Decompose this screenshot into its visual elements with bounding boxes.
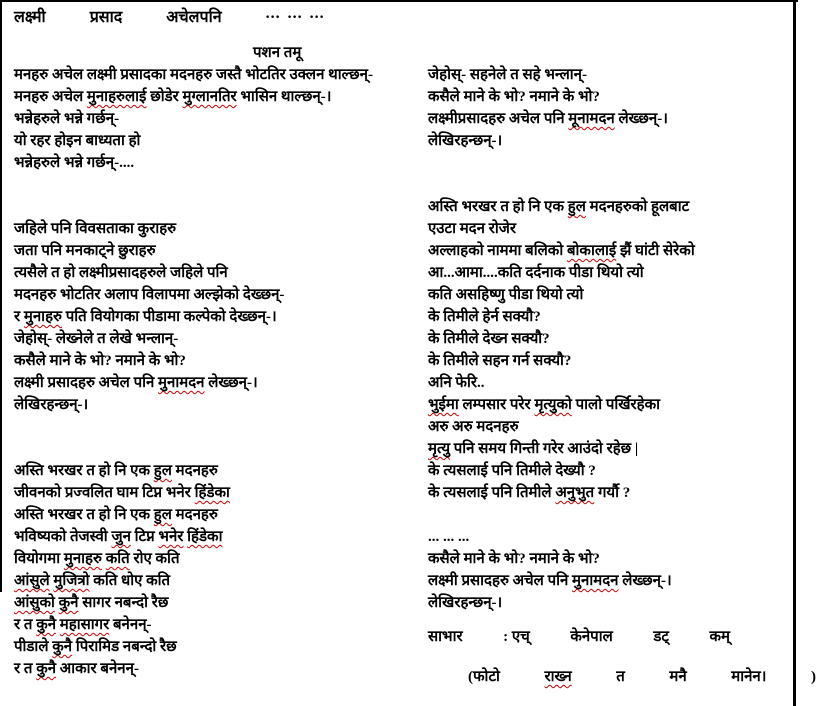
- poem-author: पशन तमू: [253, 45, 302, 61]
- misspelled-word: हुल: [153, 507, 172, 523]
- poem-line: आंसुको कुनै सागर नबन्दो रैछ: [14, 595, 169, 611]
- misspelled-word: मुनामदन: [572, 573, 619, 589]
- poem-column-left: [14, 64, 414, 680]
- misspelled-word: आंसुले: [14, 573, 50, 589]
- note-word: (फोटो: [468, 669, 500, 685]
- title-word: प्रसाद: [89, 9, 123, 26]
- poem-line: अनि फेरि..: [428, 375, 485, 391]
- credit-word: केनेपाल: [570, 629, 613, 645]
- note-word: ): [811, 669, 816, 685]
- credit-word: कम्: [709, 629, 730, 645]
- page-border-right: [793, 0, 796, 706]
- poem-line: कति असहिष्णु पीडा थियो त्यो: [428, 287, 584, 303]
- credit-word: डट्: [653, 629, 669, 645]
- blank-line: [428, 174, 784, 196]
- misspelled-word: कुनै: [36, 661, 57, 677]
- poem-line: अस्ति भरखर त हो नि एक हुल मदनहरु: [14, 507, 218, 523]
- blank-line: [14, 438, 414, 460]
- poem-line: लक्ष्मी प्रसादहरु अचेल पनि मुनामदन लेख्छन्-।: [428, 573, 672, 589]
- title-word: अचेलपनि: [166, 9, 222, 26]
- page-border-left: [0, 0, 2, 592]
- poem-line: भन्नेहरुले भन्ने गर्छन्-: [14, 111, 120, 127]
- poem-line: अरु अरु मदनहरु: [428, 419, 519, 435]
- misspelled-word: हुल: [153, 463, 172, 479]
- poem-line: यो रहर होइन बाध्यता हो: [14, 133, 141, 149]
- poem-line: भविष्यको तेजस्वी जुन टिप्न भनेर हिंडेका: [14, 529, 223, 545]
- misspelled-word: हिंडेका: [194, 485, 230, 501]
- poem-line: जीवनको प्रज्वलित घाम टिप्न भनेर हिंडेका: [14, 485, 230, 501]
- poem-line: अस्ति भरखर त हो नि एक हुल मदनहरु: [14, 463, 218, 479]
- poem-line: के त्यसलाई पनि तिमीले देख्यौ ?: [428, 463, 596, 479]
- note-word: त: [616, 669, 625, 685]
- poem-line: के तिमीले देख्न सक्यौ?: [428, 331, 550, 347]
- poem-line: लेखिरहन्छन्-।: [428, 133, 503, 149]
- misspelled-word: भुईमा: [428, 397, 459, 413]
- misspelled-word: हिंडेका: [187, 529, 223, 545]
- poem-line: कसैले माने के भो? नमाने के भो?: [428, 89, 600, 105]
- note-word: मनै: [669, 669, 687, 685]
- misspelled-word: अनुभुत: [555, 485, 595, 501]
- note-word: मानेन।: [731, 669, 767, 685]
- photo-note-line: [468, 666, 816, 688]
- misspelled-word: भनेर: [158, 529, 184, 545]
- poem-line: के तिमीले हेर्न सक्यौ?: [428, 309, 541, 325]
- blank-line: [14, 174, 414, 196]
- poem-title: [14, 5, 325, 27]
- right-column-lines: [428, 64, 784, 614]
- note-word: राख्न: [544, 669, 572, 685]
- misspelled-word: आंसुको: [14, 595, 55, 611]
- poem-line: वियोगमा मुनाहरु कति रोए कति: [14, 551, 180, 567]
- poem-line: के तिमीले सहन गर्न सक्यौ?: [428, 353, 572, 369]
- blank-line: [14, 416, 414, 438]
- poem-line: कसैले माने के भो? नमाने के भो?: [428, 551, 600, 567]
- poem-line: आंसुले मुजित्रो कति धोए कति: [14, 573, 171, 589]
- poem-line: मदनहरु भोटतिर अलाप विलापमा अल्झेको देख्छन्-: [14, 287, 285, 303]
- misspelled-word: मुनाहरुलाई: [86, 89, 147, 105]
- title-word: लक्ष्मी: [14, 9, 46, 26]
- poem-column-right: [428, 64, 816, 688]
- poem-line: पीडाले कुनै पिरामिड नबन्दो रैछ: [14, 639, 177, 655]
- misspelled-word: मृत्यु: [428, 441, 451, 457]
- misspelled-word: मुनाहरु: [63, 551, 102, 567]
- poem-line: र मुनाहरु पति वियोगका पीडामा कल्पेको देख्छन्-।: [14, 309, 277, 325]
- credit-line: [428, 626, 730, 648]
- misspelled-word: जुन: [111, 529, 131, 545]
- poem-line: र त कुनै महासागर बनेनन्-: [14, 617, 152, 633]
- poem-line: लक्ष्मीप्रसादहरु अचेल पनि मूनामदन लेख्छन्-।: [428, 111, 668, 127]
- poem-line: के त्यसलाई पनि तिमीले अनुभुत गर्यौ ?: [428, 485, 631, 501]
- poem-line: जता पनि मनकाट्ने छुराहरु: [14, 243, 156, 259]
- poem-line: कसैले माने के भो? नमाने के भो?: [14, 353, 186, 369]
- misspelled-word: मुग्लानतिर: [182, 89, 237, 105]
- misspelled-word: कुनै: [36, 617, 57, 633]
- misspelled-word: कुनै: [52, 639, 73, 655]
- misspelled-word: बोकालाई: [566, 243, 617, 259]
- poem-line: अस्ति भरखर त हो नि एक हुल मदनहरुको हूलबाट: [428, 199, 690, 215]
- credit-word: : एच्: [503, 629, 530, 645]
- misspelled-word: हुल: [567, 199, 586, 215]
- poem-line: अल्लाहको नाममा बलिको बोकालाई झैं घांटी सेरेको: [428, 243, 695, 259]
- blank-line: [428, 504, 784, 526]
- poem-line: लक्ष्मी प्रसादहरु अचेल पनि मुनामदन लेख्छन्-।: [14, 375, 258, 391]
- poem-line: मृत्यु पनि समय गिन्ती गरेर आउंदो रहेछ |: [428, 441, 639, 457]
- poem-line: जहिले पनि विवसताका कुराहरु: [14, 221, 177, 237]
- poem-line: एउटा मदन रोजेर: [428, 221, 517, 237]
- page-border-top: [0, 0, 798, 2]
- poem-line: जेहोस्- सहनेले त सहे भन्लान्-: [428, 67, 587, 83]
- poem-line: मनहरु अचेल मुनाहरुलाई छोडेर मुग्लानतिर भासिन थाल्छन्-।: [14, 89, 332, 105]
- poem-line: मनहरु अचेल लक्ष्मी प्रसादका मदनहरु जस्तै भोटतिर उक्लन थाल्छन्-: [14, 67, 373, 83]
- misspelled-word: कति: [105, 551, 130, 567]
- misspelled-word: मुजित्रो: [53, 573, 90, 589]
- misspelled-word: मृत्युको: [534, 397, 572, 413]
- poem-line: ... ... ...: [428, 529, 470, 545]
- title-ellipsis: ... ... ...: [265, 5, 325, 22]
- blank-line: [14, 196, 414, 218]
- misspelled-word: महासागर: [59, 617, 110, 633]
- misspelled-word: मुनामदन: [158, 375, 205, 391]
- poem-line: भन्नेहरुले भन्ने गर्छन्-....: [14, 155, 135, 171]
- poem-line: लेखिरहन्छन्-।: [428, 595, 503, 611]
- poem-line: आ...आमा....कति दर्दनाक पीडा थियो त्यो: [428, 265, 644, 281]
- misspelled-word: मूनामदन: [568, 111, 615, 127]
- poem-line: र त कुनै आकार बनेनन्-: [14, 661, 139, 677]
- poem-line: लेखिरहन्छन्-।: [14, 397, 89, 413]
- poem-line: त्यसैले त हो लक्ष्मीप्रसादहरुले जहिले पनि: [14, 265, 228, 281]
- blank-line: [428, 152, 784, 174]
- misspelled-word: मुनाहरु: [23, 309, 63, 325]
- poem-line: भुईमा लम्पसार परेर मृत्युको पालो पर्खिरहेका: [428, 397, 661, 413]
- poem-line: जेहोस्- लेख्नेले त लेखे भन्लान्-: [14, 331, 179, 347]
- misspelled-word: कुनै: [58, 595, 79, 611]
- credit-word: साभार: [428, 629, 463, 645]
